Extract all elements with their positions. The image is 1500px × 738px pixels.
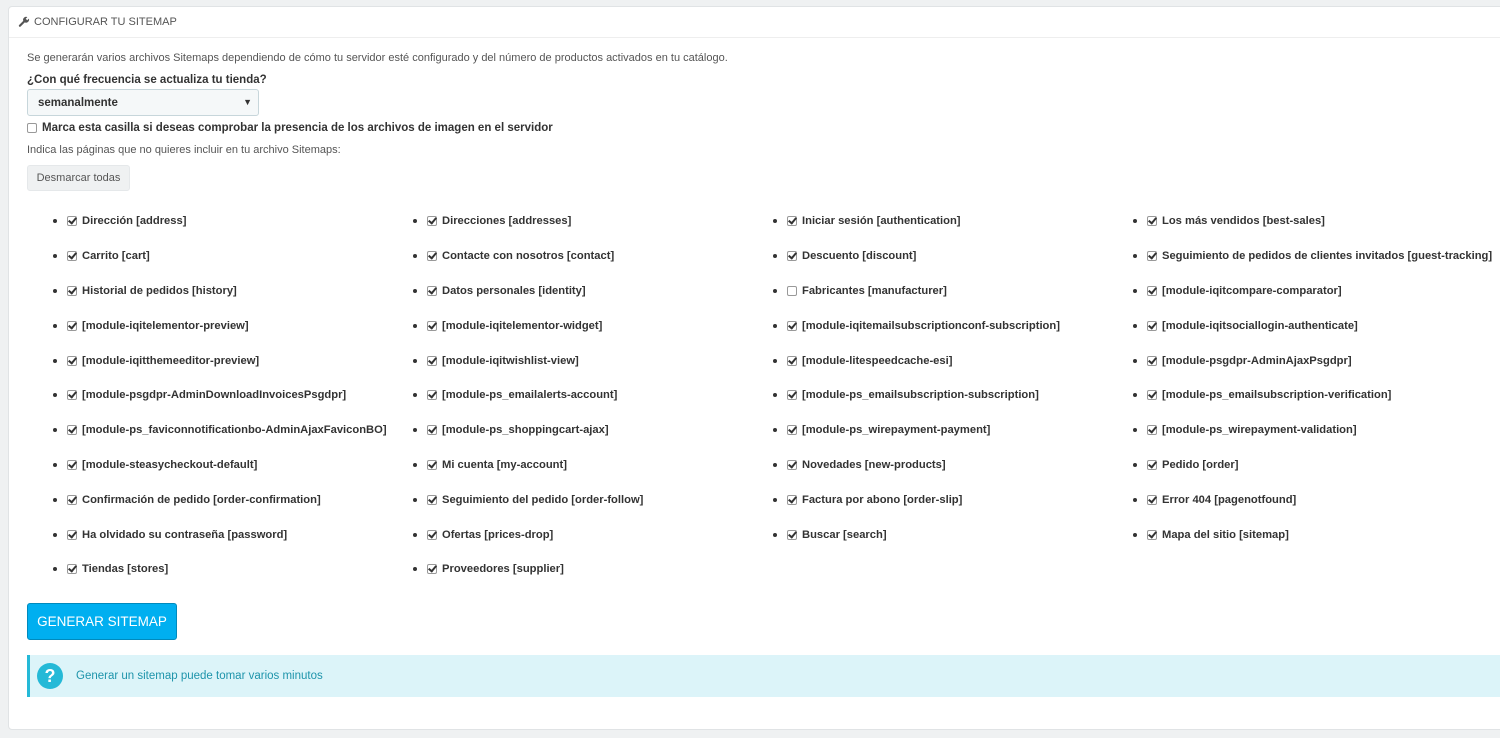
panel-heading xyxy=(9,7,1500,38)
bullet-icon xyxy=(773,533,777,537)
wrench-icon xyxy=(18,16,30,28)
generate-sitemap-button[interactable]: GENERAR SITEMAP xyxy=(27,603,177,640)
bullet-icon xyxy=(773,359,777,363)
page-checkbox[interactable] xyxy=(787,216,797,226)
bullet-icon xyxy=(1133,393,1137,397)
page-label: [module-ps_faviconnotificationbo-AdminAjaxFaviconBO] xyxy=(82,424,387,437)
bullet-icon xyxy=(413,393,417,397)
page-checkbox[interactable] xyxy=(787,495,797,505)
bullet-icon xyxy=(53,219,57,223)
page-label: Descuento [discount] xyxy=(802,250,917,263)
page-label: Seguimiento de pedidos de clientes invitados [guest-tracking] xyxy=(1162,250,1493,263)
page-item[interactable] xyxy=(413,343,773,378)
page-label: [module-ps_shoppingcart-ajax] xyxy=(442,424,609,437)
page-item[interactable] xyxy=(413,274,773,309)
bullet-icon xyxy=(773,219,777,223)
page-checkbox[interactable] xyxy=(427,425,437,435)
page-item[interactable] xyxy=(53,239,413,274)
page-item[interactable] xyxy=(53,204,413,239)
bullet-icon xyxy=(773,463,777,467)
page-item[interactable] xyxy=(773,482,1133,517)
page-checkbox[interactable] xyxy=(427,460,437,470)
alert-message: Generar un sitemap puede tomar varios minutos xyxy=(76,670,323,682)
bullet-icon xyxy=(773,254,777,258)
intro-text: Se generarán varios archivos Sitemaps dependiendo de cómo tu servidor esté configurado y del número de productos activados en tu catálogo. xyxy=(27,52,728,64)
bullet-icon xyxy=(413,567,417,571)
page-checkbox[interactable] xyxy=(787,390,797,400)
page-checkbox[interactable] xyxy=(427,216,437,226)
bullet-icon xyxy=(53,254,57,258)
page-label: [module-psgdpr-AdminDownloadInvoicesPsgdpr] xyxy=(82,389,347,402)
page-checkbox[interactable] xyxy=(1147,460,1157,470)
page-label: Seguimiento del pedido [order-follow] xyxy=(442,493,644,506)
page-item[interactable] xyxy=(53,517,413,552)
page-checkbox[interactable] xyxy=(1147,216,1157,226)
bullet-icon xyxy=(413,254,417,258)
bullet-icon xyxy=(53,393,57,397)
page-checkbox[interactable] xyxy=(427,564,437,574)
page-item[interactable] xyxy=(773,517,1133,552)
bullet-icon xyxy=(53,359,57,363)
page-label: Factura por abono [order-slip] xyxy=(802,493,963,506)
page-label: Proveedores [supplier] xyxy=(442,563,564,576)
page-label: Confirmación de pedido [order-confirmation] xyxy=(82,493,321,506)
bullet-icon xyxy=(773,393,777,397)
page-item[interactable] xyxy=(773,448,1133,483)
page-item[interactable] xyxy=(53,448,413,483)
page-label: [module-iqitsociallogin-authenticate] xyxy=(1162,319,1358,332)
page-checkbox[interactable] xyxy=(1147,390,1157,400)
question-circle-icon: ? xyxy=(37,663,63,689)
page-item[interactable] xyxy=(1133,308,1493,343)
page-item[interactable] xyxy=(1133,482,1493,517)
page-label: Novedades [new-products] xyxy=(802,458,946,471)
bullet-icon xyxy=(773,289,777,293)
bullet-icon xyxy=(413,428,417,432)
pages-list xyxy=(53,204,1493,587)
sitemap-panel xyxy=(8,6,1500,730)
page-item[interactable] xyxy=(413,239,773,274)
page-label: [module-steasycheckout-default] xyxy=(82,458,258,471)
page-checkbox[interactable] xyxy=(787,530,797,540)
page-checkbox[interactable] xyxy=(1147,425,1157,435)
page-label: [module-iqitthemeeditor-preview] xyxy=(82,354,260,367)
page-checkbox[interactable] xyxy=(427,321,437,331)
bullet-icon xyxy=(53,289,57,293)
page-item[interactable] xyxy=(1133,204,1493,239)
page-item[interactable] xyxy=(53,378,413,413)
page-label: Mapa del sitio [sitemap] xyxy=(1162,528,1289,541)
panel-title: CONFIGURAR TU SITEMAP xyxy=(34,16,177,28)
page-label: Direcciones [addresses] xyxy=(442,215,572,228)
bullet-icon xyxy=(413,463,417,467)
page-label: [module-litespeedcache-esi] xyxy=(802,354,953,367)
page-label: Error 404 [pagenotfound] xyxy=(1162,493,1297,506)
page-checkbox[interactable] xyxy=(67,216,77,226)
page-item[interactable] xyxy=(413,552,773,587)
page-item[interactable] xyxy=(1133,517,1493,552)
page-checkbox[interactable] xyxy=(67,460,77,470)
page-item[interactable] xyxy=(773,274,1133,309)
bullet-icon xyxy=(1133,463,1137,467)
bullet-icon xyxy=(1133,289,1137,293)
page-checkbox[interactable] xyxy=(427,530,437,540)
page-label: [module-psgdpr-AdminAjaxPsgdpr] xyxy=(1162,354,1352,367)
page-label: Buscar [search] xyxy=(802,528,887,541)
bullet-icon xyxy=(53,533,57,537)
page-checkbox[interactable] xyxy=(67,495,77,505)
page-checkbox[interactable] xyxy=(67,425,77,435)
page-item[interactable] xyxy=(773,239,1133,274)
page-label: Ofertas [prices-drop] xyxy=(442,528,554,541)
page-label: Los más vendidos [best-sales] xyxy=(1162,215,1325,228)
page-label: [module-ps_wirepayment-payment] xyxy=(802,424,991,437)
bullet-icon xyxy=(53,324,57,328)
page-checkbox[interactable] xyxy=(1147,530,1157,540)
page-item[interactable] xyxy=(53,552,413,587)
bullet-icon xyxy=(413,533,417,537)
page-item[interactable] xyxy=(1133,378,1493,413)
page-item[interactable] xyxy=(773,413,1133,448)
page-label: Iniciar sesión [authentication] xyxy=(802,215,961,228)
page-label: [module-iqitcompare-comparator] xyxy=(1162,284,1342,297)
exclude-label: Indica las páginas que no quieres incluir en tu archivo Sitemaps: xyxy=(27,144,341,156)
page-checkbox[interactable] xyxy=(787,460,797,470)
caret-down-icon: ▼ xyxy=(243,97,252,107)
page-label: Pedido [order] xyxy=(1162,458,1239,471)
image-check-checkbox[interactable] xyxy=(27,123,37,133)
page-item[interactable] xyxy=(53,308,413,343)
page-item[interactable] xyxy=(413,448,773,483)
page-label: Dirección [address] xyxy=(82,215,187,228)
page-checkbox[interactable] xyxy=(1147,251,1157,261)
page-checkbox[interactable] xyxy=(1147,321,1157,331)
page-checkbox[interactable] xyxy=(1147,356,1157,366)
page-item[interactable] xyxy=(53,482,413,517)
page-checkbox[interactable] xyxy=(67,286,77,296)
page-item[interactable] xyxy=(53,413,413,448)
bullet-icon xyxy=(413,219,417,223)
page-item[interactable] xyxy=(1133,274,1493,309)
page-checkbox[interactable] xyxy=(787,425,797,435)
bullet-icon xyxy=(773,428,777,432)
page-label: [module-iqitemailsubscriptionconf-subscription] xyxy=(802,319,1060,332)
page-label: [module-ps_emailalerts-account] xyxy=(442,389,618,402)
bullet-icon xyxy=(773,324,777,328)
page-item[interactable] xyxy=(773,343,1133,378)
frequency-select[interactable] xyxy=(27,89,259,116)
bullet-icon xyxy=(413,359,417,363)
page-label: [module-iqitelementor-preview] xyxy=(82,319,249,332)
page-checkbox[interactable] xyxy=(427,390,437,400)
bullet-icon xyxy=(53,567,57,571)
page-item[interactable] xyxy=(1133,413,1493,448)
bullet-icon xyxy=(1133,254,1137,258)
page-item[interactable] xyxy=(413,308,773,343)
bullet-icon xyxy=(53,463,57,467)
page-label: Fabricantes [manufacturer] xyxy=(802,284,947,297)
page-label: Historial de pedidos [history] xyxy=(82,284,237,297)
page-checkbox[interactable] xyxy=(787,286,797,296)
page-item[interactable] xyxy=(413,378,773,413)
page-checkbox[interactable] xyxy=(67,564,77,574)
bullet-icon xyxy=(53,428,57,432)
bullet-icon xyxy=(1133,324,1137,328)
page-checkbox[interactable] xyxy=(427,356,437,366)
page-item[interactable] xyxy=(1133,343,1493,378)
page-checkbox[interactable] xyxy=(427,251,437,261)
page-label: Mi cuenta [my-account] xyxy=(442,458,567,471)
page-label: [module-iqitwishlist-view] xyxy=(442,354,579,367)
page-label: Ha olvidado su contraseña [password] xyxy=(82,528,288,541)
page-label: [module-ps_wirepayment-validation] xyxy=(1162,424,1357,437)
page-label: [module-ps_emailsubscription-subscription] xyxy=(802,389,1039,402)
page-item[interactable] xyxy=(413,413,773,448)
bullet-icon xyxy=(53,498,57,502)
page-label: Datos personales [identity] xyxy=(442,284,586,297)
bullet-icon xyxy=(1133,533,1137,537)
page-checkbox[interactable] xyxy=(787,321,797,331)
uncheck-all-button[interactable]: Desmarcar todas xyxy=(27,165,130,191)
page-item[interactable] xyxy=(1133,239,1493,274)
frequency-label: ¿Con qué frecuencia se actualiza tu tienda? xyxy=(27,74,267,86)
page-item[interactable] xyxy=(413,204,773,239)
page-checkbox[interactable] xyxy=(427,495,437,505)
page-label: [module-iqitelementor-widget] xyxy=(442,319,603,332)
page-checkbox[interactable] xyxy=(67,251,77,261)
page-checkbox[interactable] xyxy=(67,530,77,540)
bullet-icon xyxy=(1133,219,1137,223)
page-label: Contacte con nosotros [contact] xyxy=(442,250,615,263)
page-item[interactable] xyxy=(773,378,1133,413)
bullet-icon xyxy=(773,498,777,502)
bullet-icon xyxy=(1133,498,1137,502)
bullet-icon xyxy=(413,498,417,502)
page-checkbox[interactable] xyxy=(1147,286,1157,296)
page-checkbox[interactable] xyxy=(67,356,77,366)
page-item[interactable] xyxy=(413,482,773,517)
page-item[interactable] xyxy=(53,274,413,309)
info-alert xyxy=(27,655,1500,697)
page-item[interactable] xyxy=(53,343,413,378)
page-item[interactable] xyxy=(773,204,1133,239)
page-item[interactable] xyxy=(773,308,1133,343)
page-label: [module-ps_emailsubscription-verification] xyxy=(1162,389,1392,402)
page-checkbox[interactable] xyxy=(1147,495,1157,505)
bullet-icon xyxy=(1133,359,1137,363)
page-checkbox[interactable] xyxy=(787,356,797,366)
image-check[interactable] xyxy=(27,122,553,134)
page-label: Tiendas [stores] xyxy=(82,563,169,576)
bullet-icon xyxy=(413,324,417,328)
page-checkbox[interactable] xyxy=(67,390,77,400)
image-check-label: Marca esta casilla si deseas comprobar la presencia de los archivos de imagen en el servidor xyxy=(42,122,553,134)
bullet-icon xyxy=(1133,428,1137,432)
page-label: Carrito [cart] xyxy=(82,250,150,263)
page-item[interactable] xyxy=(413,517,773,552)
bullet-icon xyxy=(413,289,417,293)
frequency-value: semanalmente xyxy=(38,96,118,109)
page-checkbox[interactable] xyxy=(427,286,437,296)
page-checkbox[interactable] xyxy=(67,321,77,331)
page-item[interactable] xyxy=(1133,448,1493,483)
page-checkbox[interactable] xyxy=(787,251,797,261)
